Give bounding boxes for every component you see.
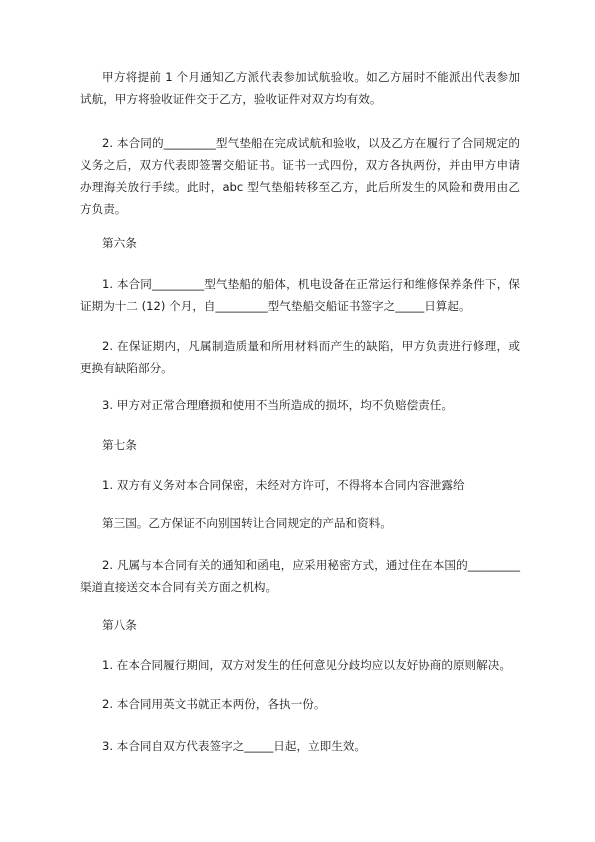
paragraph-effective-date: 3. 本合同自双方代表签字之_____日起，立即生效。 [102, 739, 367, 753]
paragraph-delivery-certificate: 2. 本合同的_________型气垫船在完成试航和验收，以及乙方在履行了合同规定的义务之后，双方代表即签署交船证书。证书一式四份，双方各执两份，并由甲方申请办理海关放行手续。此时，abc 型气垫船转移至乙方，此后所发生的风险和费用由乙方负责。 [80, 136, 520, 216]
paragraph-warranty-period: 1. 本合同_________型气垫船的船体，机电设备在正常运行和维修保养条件下，保证期为十二 (12) 个月，自_________型气垫船交船证书签字之_____日算起。 [80, 277, 520, 313]
heading-article-7: 第七条 [102, 438, 137, 452]
paragraph-english-copies: 2. 本合同用英文书就正本两份，各执一份。 [102, 697, 326, 711]
paragraph-secret-communication: 2. 凡属与本合同有关的通知和函电，应采用秘密方式，通过住在本国的_________渠道直接送交本合同有关方面之机构。 [80, 558, 520, 594]
paragraph-confidentiality: 1. 双方有义务对本合同保密，未经对方许可，不得将本合同内容泄露给 [102, 478, 465, 492]
paragraph-third-country: 第三国。乙方保证不向别国转让合同规定的产品和资料。 [102, 516, 392, 530]
heading-article-8: 第八条 [102, 618, 137, 632]
paragraph-trial-acceptance: 甲方将提前 1 个月通知乙方派代表参加试航验收。如乙方届时不能派出代表参加试航，甲方将验收证件交于乙方，验收证件对双方均有效。 [80, 70, 520, 106]
heading-article-6: 第六条 [102, 236, 137, 250]
paragraph-defect-repair: 2. 在保证期内，凡属制造质量和所用材料而产生的缺陷，甲方负责进行修理，或更换有缺陷部分。 [80, 339, 520, 375]
paragraph-wear-liability: 3. 甲方对正常合理磨损和使用不当所造成的损坏，均不负赔偿责任。 [102, 398, 453, 412]
paragraph-dispute-resolution: 1. 在本合同履行期间，双方对发生的任何意见分歧均应以友好协商的原则解决。 [102, 658, 511, 672]
